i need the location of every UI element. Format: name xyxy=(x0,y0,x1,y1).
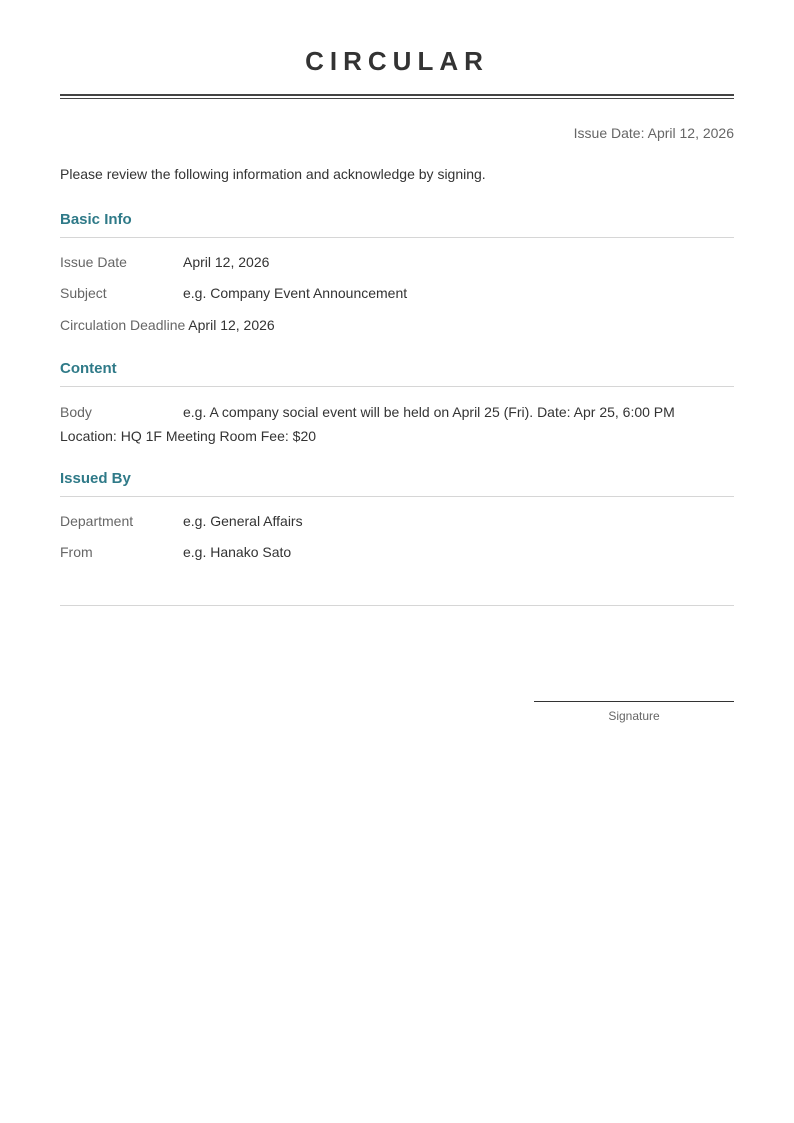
section-rule-issued-by xyxy=(60,496,734,497)
row-circulation-deadline xyxy=(60,317,734,333)
signature-line[interactable] xyxy=(534,701,734,702)
section-rule-content xyxy=(60,386,734,387)
field-label: Body xyxy=(60,404,92,420)
field-label: Subject xyxy=(60,285,107,301)
issue-date-line: Issue Date: April 12, 2026 xyxy=(573,125,734,141)
field-value: e.g. A company social event will be held on April 25 (Fri). Date: Apr 25, 6:00 PM Location: HQ 1F Meeting Room Fee: $20 xyxy=(60,404,675,444)
field-value: April 12, 2026 xyxy=(183,254,270,270)
field-value: e.g. General Affairs xyxy=(183,513,303,529)
section-title-issued-by: Issued By xyxy=(60,470,131,487)
signature-label: Signature xyxy=(608,709,660,723)
field-label: Issue Date xyxy=(60,254,127,270)
bottom-divider xyxy=(60,605,734,606)
document-title: CIRCULAR xyxy=(305,46,489,76)
field-value: e.g. Company Event Announcement xyxy=(183,285,408,301)
section-title-basic-info: Basic Info xyxy=(60,211,132,228)
field-value: e.g. Hanako Sato xyxy=(183,544,292,560)
field-value: April 12, 2026 xyxy=(188,317,275,333)
intro-text: Please review the following information and acknowledge by signing. xyxy=(60,166,486,182)
field-label: Circulation Deadline xyxy=(60,317,186,333)
title-double-rule xyxy=(60,94,734,99)
field-label: From xyxy=(60,544,93,560)
row-body xyxy=(60,400,734,448)
section-title-content: Content xyxy=(60,360,117,377)
field-label: Department xyxy=(60,513,134,529)
section-rule-basic-info xyxy=(60,237,734,238)
